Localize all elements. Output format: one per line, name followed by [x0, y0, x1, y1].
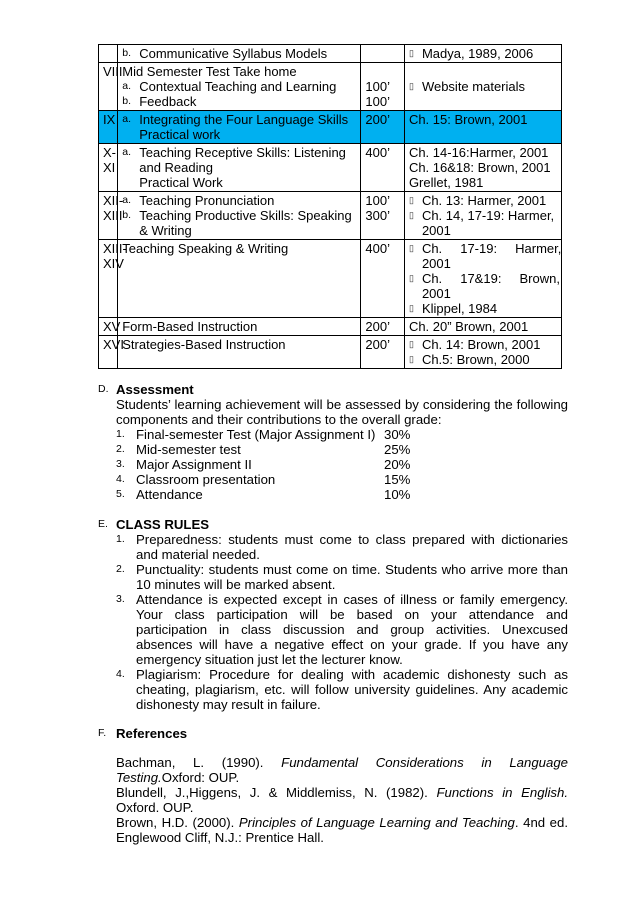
reference-entry	[116, 815, 568, 845]
item-text: Feedback	[139, 94, 197, 109]
topic-text: Teaching Speaking & Writing	[122, 241, 289, 256]
reference-authors: Bachman, L. (1990).	[116, 755, 282, 770]
reference-line	[409, 145, 557, 160]
reference-line	[409, 286, 557, 301]
component-weight: 10%	[384, 487, 411, 502]
topic-item	[122, 160, 356, 175]
class-rule	[116, 562, 568, 592]
item-marker: a.	[122, 194, 131, 206]
time-value: 100’	[365, 79, 390, 94]
item-number: 1.	[116, 533, 125, 545]
reference-line	[408, 271, 560, 286]
topic-cell	[118, 63, 361, 111]
item-number: 4.	[116, 668, 125, 680]
component-name: Mid-semester test	[136, 442, 241, 457]
schedule-row	[99, 336, 562, 369]
grade-component	[116, 472, 568, 487]
reference-text: Klippel, 1984	[421, 301, 498, 316]
component-name: Classroom presentation	[136, 472, 276, 487]
reference-title: Functions in English.	[436, 785, 569, 800]
reference-text: Ch. 14-16:Harmer, 2001	[408, 145, 549, 160]
item-marker: b.	[122, 209, 131, 221]
schedule-row	[99, 144, 562, 192]
section-title: Assessment	[116, 382, 194, 397]
box-glyph-icon: ▯	[408, 210, 414, 220]
reference-cell	[404, 192, 561, 240]
topic-item	[122, 46, 356, 61]
schedule-table	[98, 44, 562, 369]
time-value: 400’	[365, 145, 390, 160]
reference-line	[409, 64, 557, 79]
box-glyph-icon: ▯	[408, 339, 414, 349]
reference-text: Ch. 17-19: Harmer,	[421, 241, 562, 256]
time-value	[365, 64, 400, 79]
reference-authors: Blundell, J.,Higgens, J. & Middlemiss, N. (1982).	[116, 785, 437, 800]
reference-cell	[404, 63, 561, 111]
grade-component	[116, 457, 568, 472]
reference-publisher: Oxford. OUP.	[116, 800, 194, 815]
reference-title: Principles of Language Learning and Teaching	[238, 815, 515, 830]
time-cell	[361, 336, 405, 369]
section-letter: D.	[98, 383, 109, 395]
topic-text: Strategies-Based Instruction	[122, 337, 286, 352]
item-number: 3.	[116, 458, 125, 470]
reference-title: Fundamental Considerations in Language Testing.	[116, 755, 568, 785]
rule-text: Plagiarism: Procedure for dealing with academic dishonesty such as cheating, plagiarism, etc. will follow university guidelines. Any academic dishonesty may result in failure.	[136, 667, 568, 712]
reference-entry	[116, 785, 568, 815]
references-section	[98, 726, 568, 845]
reference-text: 2001	[421, 256, 451, 271]
component-name: Attendance	[136, 487, 203, 502]
item-text: Teaching Pronunciation	[139, 193, 275, 208]
topic-item	[122, 193, 356, 208]
schedule-row	[99, 63, 562, 111]
item-marker: b.	[122, 95, 131, 107]
references-heading	[98, 726, 568, 741]
topic-text: Mid Semester Test Take home	[122, 64, 297, 79]
assessment-section	[98, 382, 568, 502]
time-cell	[361, 240, 405, 318]
box-glyph-icon: ▯	[408, 354, 414, 364]
topic-item	[122, 79, 356, 94]
reference-cell	[404, 318, 561, 336]
item-marker: a.	[122, 146, 131, 158]
item-text: Contextual Teaching and Learning	[139, 79, 337, 94]
section-letter: E.	[98, 518, 108, 530]
grade-component	[116, 427, 568, 442]
class-rule	[116, 667, 568, 712]
section-title: References	[116, 726, 188, 741]
reference-text: Madya, 1989, 2006	[421, 46, 534, 61]
item-marker: a.	[122, 80, 131, 92]
box-glyph-icon: ▯	[408, 81, 414, 91]
box-glyph-icon: ▯	[408, 303, 414, 313]
item-marker: a.	[122, 113, 131, 125]
meeting-cell: X-XI	[99, 144, 118, 192]
meeting-cell: XII-XIII	[99, 192, 118, 240]
reference-line	[409, 112, 557, 127]
assessment-intro: Students’ learning achievement will be assessed by considering the following components and their contributions to the overall grade:	[116, 397, 568, 427]
item-text: Teaching Receptive Skills: Listening	[139, 145, 346, 160]
topic-cell	[118, 192, 361, 240]
item-marker: b.	[122, 47, 131, 59]
reference-text: Ch.5: Brown, 2000	[421, 352, 530, 367]
reference-text: Ch. 15: Brown, 2001	[408, 112, 528, 127]
topic-item	[122, 208, 356, 223]
topic-cell	[118, 45, 361, 63]
reference-cell	[404, 240, 561, 318]
class-rule	[116, 532, 568, 562]
component-name: Final-semester Test (Major Assignment I)	[136, 427, 376, 442]
component-name: Major Assignment II	[136, 457, 252, 472]
class-rule	[116, 592, 568, 667]
time-value: 200’	[365, 112, 390, 127]
schedule-row	[99, 45, 562, 63]
reference-line	[409, 319, 557, 334]
meeting-cell: XV	[99, 318, 118, 336]
component-weight: 15%	[384, 472, 411, 487]
topic-cell	[118, 240, 361, 318]
grade-components-list	[116, 427, 568, 502]
reference-authors: Brown, H.D. (2000).	[116, 815, 239, 830]
topic-item	[122, 94, 356, 109]
topic-item	[122, 127, 356, 142]
item-number: 3.	[116, 593, 125, 605]
reference-line	[409, 223, 557, 238]
topic-item	[122, 145, 356, 160]
component-weight: 25%	[384, 442, 411, 457]
time-cell	[361, 111, 405, 144]
time-value: 300’	[365, 208, 390, 223]
component-row	[136, 427, 568, 442]
reference-line	[409, 256, 557, 271]
component-row	[136, 442, 568, 457]
time-cell	[361, 45, 405, 63]
reference-line	[408, 241, 562, 256]
item-number: 2.	[116, 443, 125, 455]
time-value: 200’	[365, 319, 390, 334]
references-list	[116, 755, 568, 845]
box-glyph-icon: ▯	[408, 243, 414, 253]
item-text: Practical work	[139, 127, 221, 142]
item-text: Communicative Syllabus Models	[139, 46, 328, 61]
rule-text: Punctuality: students must come on time. Students who arrive more than 10 minutes will be marked absent.	[136, 562, 568, 592]
reference-line	[409, 79, 557, 94]
reference-entry	[116, 755, 568, 785]
schedule-row	[99, 192, 562, 240]
time-value: 400’	[365, 241, 390, 256]
item-text: Teaching Productive Skills: Speaking	[139, 208, 352, 223]
reference-text: Ch. 14, 17-19: Harmer,	[421, 208, 555, 223]
meeting-cell: XVI	[99, 336, 118, 369]
topic-cell	[118, 318, 361, 336]
assessment-heading	[98, 382, 568, 397]
class-rules-section	[98, 517, 568, 712]
meeting-cell: XIII-XIV	[99, 240, 118, 318]
topic-item	[122, 112, 356, 127]
reference-line	[409, 208, 557, 223]
topic-text: Form-Based Instruction	[122, 319, 258, 334]
topic-cell	[118, 111, 361, 144]
reference-cell	[404, 45, 561, 63]
section-letter: F.	[98, 727, 107, 739]
reference-text: Ch. 17&19: Brown,	[421, 271, 560, 286]
topic-cell	[118, 144, 361, 192]
meeting-cell	[99, 45, 118, 63]
reference-line	[409, 352, 557, 367]
box-glyph-icon: ▯	[408, 48, 414, 58]
reference-cell	[404, 111, 561, 144]
reference-text: 2001	[421, 286, 451, 301]
component-row	[136, 472, 568, 487]
item-text: and Reading	[139, 160, 213, 175]
time-value: 100’	[365, 193, 390, 208]
reference-text: 2001	[421, 223, 451, 238]
item-text: Practical Work	[139, 175, 223, 190]
class-rules-list	[116, 532, 568, 712]
topic-list	[122, 112, 356, 142]
time-cell	[361, 63, 405, 111]
meeting-cell: IX	[99, 111, 118, 144]
meeting-cell: VIII	[99, 63, 118, 111]
class-rules-heading	[98, 517, 568, 532]
box-glyph-icon: ▯	[408, 195, 414, 205]
reference-line	[409, 160, 557, 175]
reference-line	[409, 301, 557, 316]
topic-list	[122, 145, 356, 190]
item-number: 4.	[116, 473, 125, 485]
reference-text: Ch. 14: Brown, 2001	[421, 337, 541, 352]
box-glyph-icon: ▯	[408, 273, 414, 283]
topic-list	[122, 46, 356, 61]
reference-line	[409, 175, 557, 190]
time-cell	[361, 192, 405, 240]
reference-cell	[404, 144, 561, 192]
rule-text: Preparedness: students must come to class prepared with dictionaries and material needed.	[136, 532, 568, 562]
item-text: & Writing	[139, 223, 192, 238]
component-weight: 30%	[384, 427, 411, 442]
topic-cell	[118, 336, 361, 369]
reference-line	[409, 193, 557, 208]
reference-text: Ch. 16&18: Brown, 2001	[408, 160, 551, 175]
section-title: CLASS RULES	[116, 517, 210, 532]
topic-item	[122, 175, 356, 190]
time-cell	[361, 144, 405, 192]
schedule-row	[99, 111, 562, 144]
schedule-row	[99, 318, 562, 336]
reference-line	[409, 337, 557, 352]
topic-list	[122, 79, 356, 109]
reference-text: Ch. 13: Harmer, 2001	[421, 193, 547, 208]
item-number: 2.	[116, 563, 125, 575]
time-value: 200’	[365, 337, 390, 352]
reference-publisher: . 4nd ed. Englewood Cliff, N.J.: Prentice Hall.	[116, 815, 569, 845]
topic-item	[122, 223, 356, 238]
component-row	[136, 457, 568, 472]
grade-component	[116, 442, 568, 457]
item-number: 1.	[116, 428, 125, 440]
component-row	[136, 487, 568, 502]
grade-component	[116, 487, 568, 502]
topic-list	[122, 193, 356, 238]
reference-cell	[404, 336, 561, 369]
reference-text: Website materials	[421, 79, 526, 94]
time-cell	[361, 318, 405, 336]
component-weight: 20%	[384, 457, 411, 472]
item-text: Integrating the Four Language Skills	[139, 112, 349, 127]
schedule-row	[99, 240, 562, 318]
reference-text: Grellet, 1981	[408, 175, 484, 190]
reference-line	[409, 46, 557, 61]
reference-text: Ch. 20” Brown, 2001	[408, 319, 529, 334]
rule-text: Attendance is expected except in cases of illness or family emergency. Your class participation will be based on your attendance and participation in class discussion and group activities. Unexcused absences will have a negative effect on your grade. If you have any emergency situation just let the lecturer know.	[136, 592, 568, 667]
reference-publisher: Oxford: OUP.	[161, 770, 240, 785]
time-value: 100’	[365, 94, 390, 109]
item-number: 5.	[116, 488, 125, 500]
